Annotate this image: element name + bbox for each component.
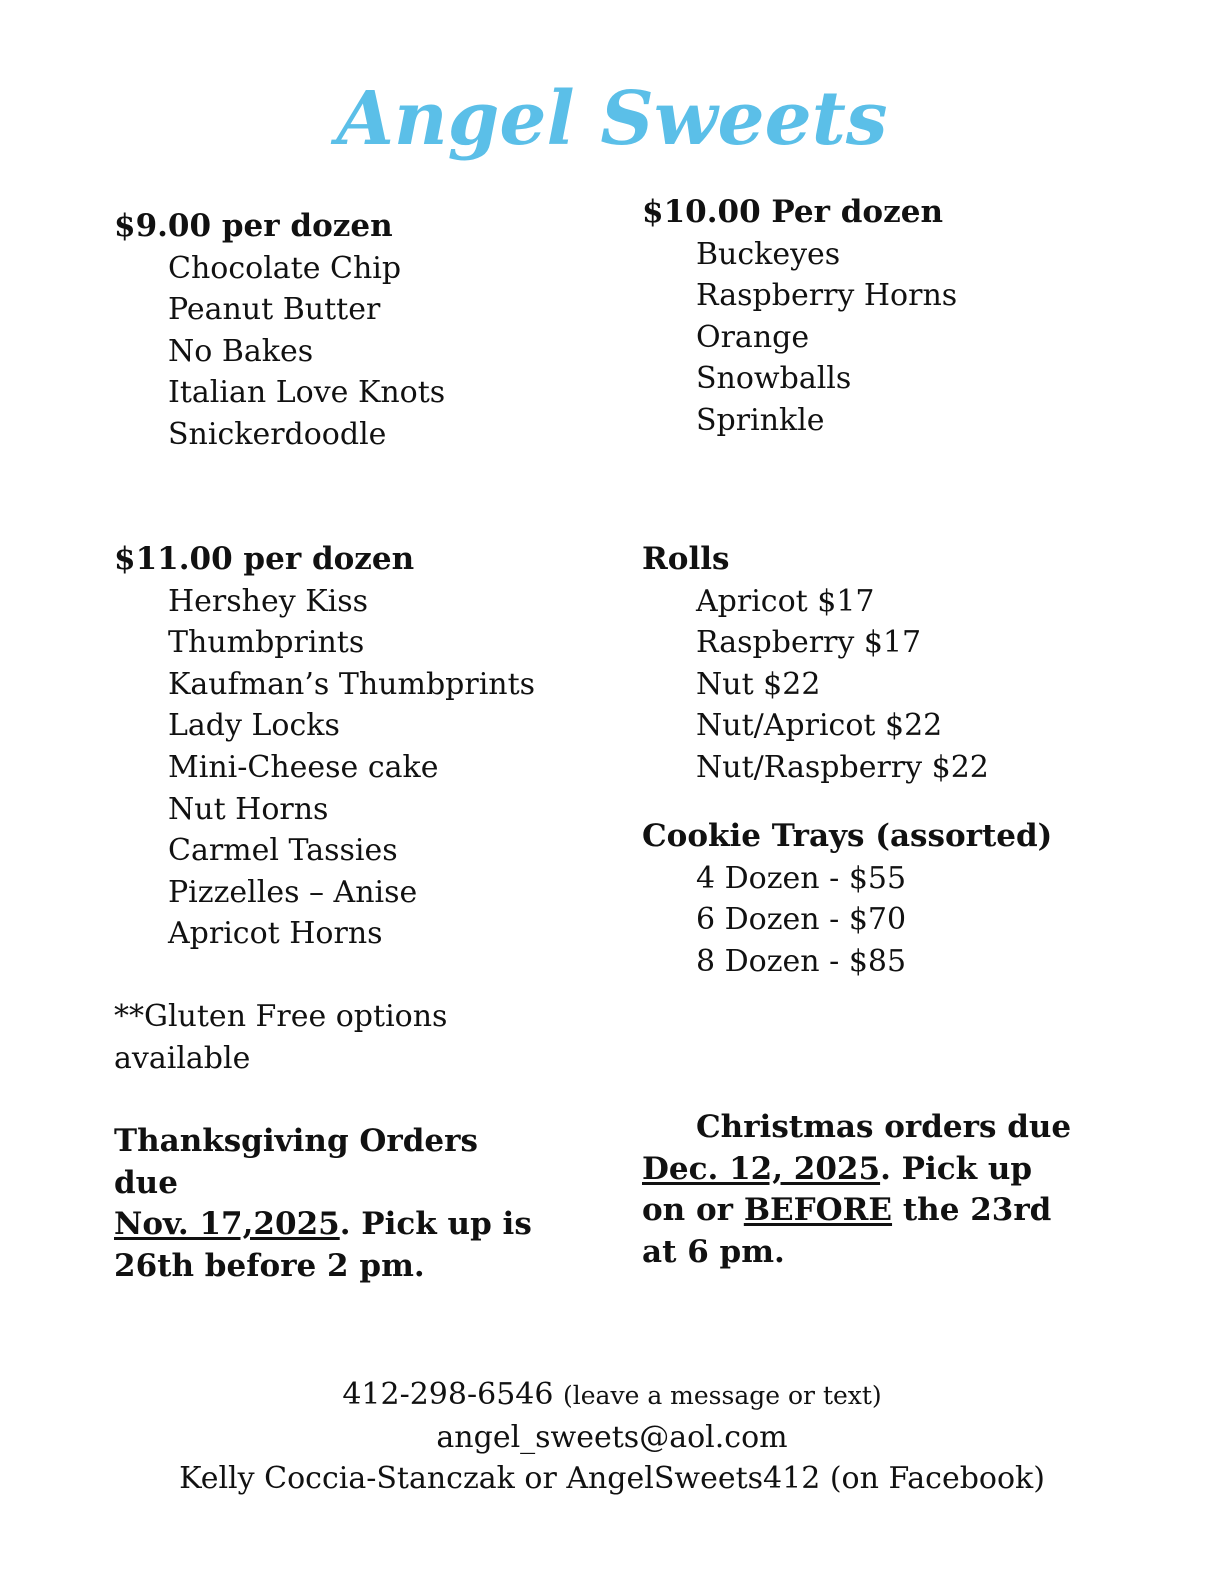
christmas-pickup-start: . Pick up on or — [642, 1150, 1033, 1229]
gluten-free-note: **Gluten Free options available — [114, 999, 448, 1076]
phone-line — [0, 1374, 1224, 1417]
section-heading: Rolls — [642, 541, 730, 577]
menu-item: Sprinkle — [696, 402, 825, 438]
menu-item: Raspberry Horns — [696, 278, 958, 314]
menu-item: Pizzelles – Anise — [168, 874, 418, 910]
menu-item: Nut/Raspberry $22 — [696, 749, 989, 785]
section-heading: $10.00 Per dozen — [642, 194, 943, 230]
menu-item: Kaufman’s Thumbprints — [168, 666, 536, 702]
contact-info — [0, 1374, 1224, 1500]
menu-item: 6 Dozen - $70 — [696, 902, 907, 938]
menu-item: Chocolate Chip — [168, 250, 402, 286]
menu-item: Hershey Kiss — [168, 583, 369, 619]
section-nine-dollar — [114, 206, 445, 456]
menu-item: Apricot $17 — [696, 583, 875, 619]
menu-item: Orange — [696, 319, 810, 355]
menu-item: Nut Horns — [168, 791, 329, 827]
menu-item: Nut $22 — [696, 666, 821, 702]
menu-item: Lady Locks — [168, 708, 340, 744]
section-cookie-trays — [642, 816, 1052, 982]
section-rolls — [642, 539, 989, 789]
phone-note: (leave a message or text) — [563, 1381, 882, 1410]
christmas-pickup-end: the 23rd at 6 pm. — [642, 1192, 1052, 1270]
section-ten-dollar — [642, 192, 957, 442]
menu-item: 8 Dozen - $85 — [696, 943, 907, 979]
section-eleven-dollar — [114, 539, 535, 955]
menu-item: Italian Love Knots — [168, 375, 446, 411]
menu-item: Buckeyes — [696, 236, 841, 272]
christmas-before: BEFORE — [743, 1192, 893, 1229]
menu-item: Thumbprints — [168, 625, 365, 661]
thanksgiving-pickup: . Pick up is 26th before 2 pm. — [114, 1206, 532, 1284]
email-address: angel_sweets@aol.com — [436, 1419, 788, 1455]
menu-item: Raspberry $17 — [696, 625, 922, 661]
section-heading: $9.00 per dozen — [114, 208, 393, 244]
thanksgiving-due-date: Nov. 17,2025 — [114, 1206, 340, 1243]
brand-logo-text: Angel Sweets — [336, 76, 888, 162]
menu-item: Nut/Apricot $22 — [696, 708, 943, 744]
menu-item: No Bakes — [168, 333, 314, 369]
facebook-line: Kelly Coccia-Stanczak or AngelSweets412 (on Facebook) — [179, 1461, 1045, 1497]
thanksgiving-orders — [114, 1121, 544, 1287]
section-heading: $11.00 per dozen — [114, 541, 415, 577]
christmas-orders — [642, 1107, 1082, 1273]
thanksgiving-title: Thanksgiving Orders due — [114, 1123, 478, 1201]
christmas-title: Christmas orders due — [696, 1109, 1072, 1145]
menu-item: Carmel Tassies — [168, 833, 398, 869]
menu-item: Mini-Cheese cake — [168, 749, 439, 785]
menu-item: Snowballs — [696, 361, 852, 397]
christmas-due-date: Dec. 12, 2025 — [642, 1150, 881, 1187]
phone-number: 412-298-6546 — [342, 1377, 554, 1412]
brand-logo — [0, 62, 1224, 192]
menu-item: 4 Dozen - $55 — [696, 860, 907, 896]
section-heading: Cookie Trays (assorted) — [642, 818, 1053, 854]
menu-item: Peanut Butter — [168, 292, 381, 328]
menu-item: Apricot Horns — [168, 916, 383, 952]
menu-item: Snickerdoodle — [168, 416, 387, 452]
brand-logo-wordmark — [336, 62, 888, 192]
